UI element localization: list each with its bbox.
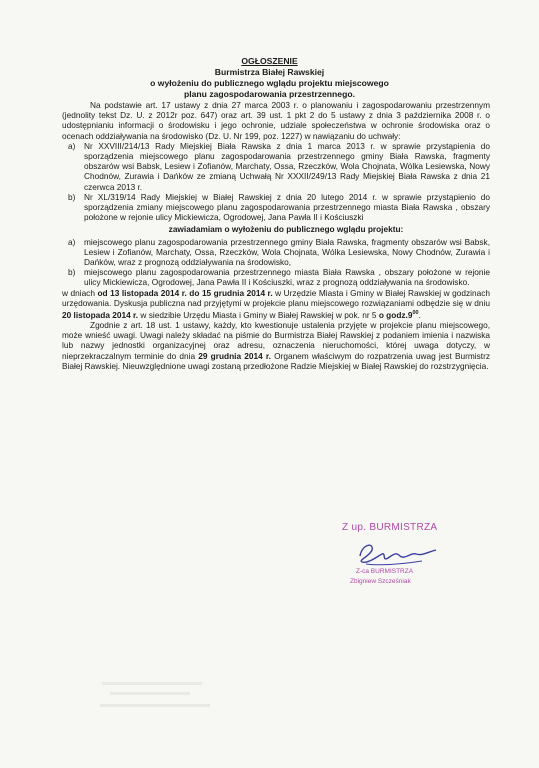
discussion-date: 20 listopada 2014 r.: [62, 309, 139, 320]
subject-line-2: planu zagospodarowania przestrzennego.: [184, 89, 355, 99]
remarks-text: Zgodnie z art. 18 ust. 1 ustawy, każdy, kto kwestionuje ustalenia przyjęte w projekcie planu miejscowego, może wnieść uwagi. Uwagi należy składać na piśmie do Burmistrza Białej Rawskiej z podaniem imienia i nazwiska lub nazwy jednostki organizacyjnej oraz adresu, oznaczenia nieruchomości, której uwaga dotyczy, w nieprzekraczalnym terminie do dnia: [62, 320, 490, 361]
stamp-name: Zbigniew Szcześniak: [350, 578, 411, 585]
project-item: [62, 267, 490, 287]
subject-line-1: o wyłożeniu do publicznego wglądu projektu miejscowego: [150, 78, 389, 88]
remarks-paragraph: [62, 320, 490, 371]
document-body: [62, 100, 490, 371]
document-header: [0, 56, 539, 100]
dates-text: w dniach: [62, 287, 98, 298]
resolutions-list: [62, 141, 490, 223]
dates-paragraph: [62, 288, 490, 320]
project-marker: a): [68, 236, 76, 247]
remarks-text: Organem właściwym do rozpatrzenia uwag jest Burmistrz Białej Rawskiej. Nieuwzględnione uwagi zostaną przedłożone Radzie Miejskiej w Białej Rawskiej do rozstrzygnięcia.: [62, 350, 491, 371]
stamp-position: Z-ca BURMISTRZA: [356, 568, 414, 575]
resolution-text: Nr XL/319/14 Rady Miejskiej w Białej Rawskiej z dnia 20 lutego 2014 r. w sprawie przystąpienio do sporządzenia zmiany miejscowego planu zagospodarowania przestrzennego miasta Biała Rawska , obszary położone w rejonie ulicy Mickiewicza, Ogrodowej, Jana Pawła II i Kościuszki: [84, 191, 490, 223]
document-title: OGŁOSZENIE: [241, 56, 298, 66]
resolution-item: [62, 192, 490, 223]
handwritten-signature: [352, 534, 442, 570]
signature-block: [322, 522, 482, 602]
exhibition-dates: od 13 listopada 2014 r. do 15 grudnia 2014 r.: [97, 287, 273, 298]
show-through-marks: [100, 676, 220, 716]
discussion-time: [379, 310, 419, 320]
resolution-marker: b): [68, 191, 76, 202]
resolution-marker: a): [68, 140, 76, 151]
project-text: miejscowego planu zagospodarowania przestrzennego gminy Biała Rawska, fragmenty obszarów wsi Babsk, Lesiew i Zofianów, Marchaty, Ossa, Rzeczków, Wola Chojnata, Wólka Lesiewska, Nowy Chodnów, Zurawia i Dańków, wraz z prognozą oddziaływania na środowisko,: [84, 236, 490, 268]
time-minutes: 00: [412, 310, 419, 317]
stamp-authorization: Z up. BURMISTRZA: [342, 522, 438, 533]
remarks-deadline: 29 grudnia 2014 r.: [198, 350, 271, 361]
project-marker: b): [68, 267, 76, 278]
dates-text: .: [418, 309, 421, 320]
project-item: [62, 237, 490, 268]
dates-text: w Urzędzie Miasta i Gminy w Białej Rawskiej w godzinach urzędowania. Dyskusja publiczna nad przyjętymi w projekcie planu miejscowego rozwiązaniami odbędzie się w dniu: [62, 287, 490, 308]
announcement-heading: zawiadamiam o wyłożeniu do publicznego wglądu projektu:: [168, 224, 404, 235]
time-value: o godz.9: [378, 309, 413, 320]
intro-paragraph: Na podstawie art. 17 ustawy z dnia 27 marca 2003 r. o planowaniu i zagospodarowaniu przestrzennym (jednolity tekst Dz. U. z 2012r poz. 647) oraz art. 39 ust. 1 pkt 2 do 5 ustawy z dnia 3 października 2008 r. o udostępnianiu informacji o środowisku i jego ochronie, udziale społeczeństwa w ochronie środowiska oraz o ocenach oddziaływania na środowisko (Dz. U. Nr 199, poz. 1227) w nawiązaniu do uchwały:: [62, 100, 490, 141]
project-text: miejscowego planu zagospodarowania przestrzennego miasta Biała Rawska , obszary położone w rejonie ulicy Mickiewicza, Ogrodowej, Jana Pawła II i Kościuszki, wraz z prognozą oddziaływania na środowisko.: [84, 267, 490, 288]
resolution-text: Nr XXVIII/214/13 Rady Miejskiej Biała Rawska z dnia 1 marca 2013 r. w sprawie przystąpienia do sporządzenia miejscowego planu zagospodarowania przestrzennego gminy Biała Rawska, fragmenty obszarów wsi Babsk, Lesiew i Zofianów, Marchaty, Ossa, Rzeczków, Wola Chojnata, Wólka Lesiewska, Nowy Chodnów, Zurawia i Dańków ze zmianą Uchwałą Nr XXXII/249/13 Rady Miejskiej Biała Rawska z dnia 21 czerwca 2013 r.: [84, 140, 490, 192]
projects-list: [62, 237, 490, 288]
issuer-line: Burmistrza Białej Rawskiej: [214, 67, 325, 77]
resolution-item: [62, 141, 490, 192]
dates-text: w siedzibie Urzędu Miasta i Gminy w Białej Rawskiej w pok. nr 5: [138, 309, 379, 320]
